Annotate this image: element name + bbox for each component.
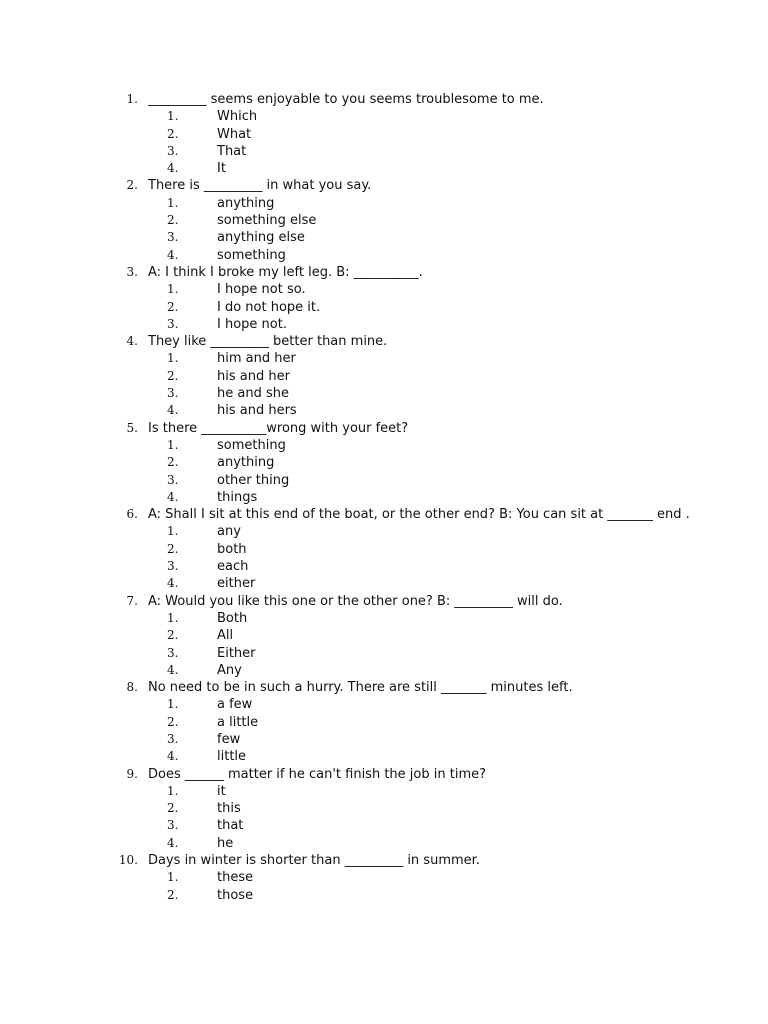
option-text: I hope not.: [217, 316, 287, 332]
question-text: Is there __________wrong with your feet?: [148, 420, 409, 436]
option-text: things: [217, 489, 258, 505]
option-number: 2.: [167, 213, 179, 228]
option-text: something else: [217, 213, 317, 229]
option-text: Both: [217, 610, 248, 626]
option-number: 2.: [167, 887, 179, 902]
question-list: [0, 91, 768, 904]
option-number: 1.: [167, 697, 179, 712]
question-text: They like _________ better than mine.: [148, 334, 388, 350]
option-number: 1.: [167, 783, 179, 798]
option-number: 3.: [167, 230, 179, 245]
option-item: [0, 126, 768, 143]
question-row: [0, 593, 768, 610]
question-row: [0, 177, 768, 194]
option-number: 1.: [167, 109, 179, 124]
option-text: either: [217, 576, 256, 592]
option-number: 1.: [167, 610, 179, 625]
option-item: [0, 229, 768, 246]
option-text: these: [217, 870, 254, 886]
question-row: [0, 766, 768, 783]
option-item: [0, 887, 768, 904]
option-item: [0, 817, 768, 834]
option-item: [0, 645, 768, 662]
option-number: 1.: [167, 524, 179, 539]
option-item: [0, 489, 768, 506]
option-text: he and she: [217, 386, 289, 402]
option-item: [0, 143, 768, 160]
option-text: a little: [217, 714, 259, 730]
question-number: 3.: [126, 264, 138, 279]
option-text: little: [217, 749, 247, 765]
question-item: [0, 264, 768, 333]
option-number: 3.: [167, 559, 179, 574]
option-number: 1.: [167, 351, 179, 366]
option-text: a few: [217, 697, 253, 713]
question-number: 6.: [126, 507, 138, 522]
question-number: 9.: [126, 766, 138, 781]
option-item: [0, 454, 768, 471]
option-item: [0, 696, 768, 713]
option-number: 3.: [167, 143, 179, 158]
option-number: 2.: [167, 368, 179, 383]
question-number: 8.: [126, 680, 138, 695]
question-row: [0, 679, 768, 696]
option-number: 3.: [167, 731, 179, 746]
option-number: 3.: [167, 316, 179, 331]
option-text: something: [217, 437, 286, 453]
option-number: 4.: [167, 662, 179, 677]
option-item: [0, 523, 768, 540]
option-item: [0, 212, 768, 229]
option-item: [0, 662, 768, 679]
option-item: [0, 299, 768, 316]
question-item: [0, 177, 768, 263]
option-text: this: [217, 801, 241, 817]
option-item: [0, 368, 768, 385]
option-text: That: [217, 143, 247, 159]
option-item: [0, 281, 768, 298]
option-text: It: [217, 161, 226, 177]
option-text: anything else: [217, 230, 305, 246]
question-item: [0, 593, 768, 679]
option-item: [0, 108, 768, 125]
question-number: 10.: [118, 853, 138, 868]
option-text: other thing: [217, 472, 290, 488]
option-item: [0, 402, 768, 419]
question-text: Days in winter is shorter than _________ in summer.: [148, 853, 480, 869]
option-item: [0, 350, 768, 367]
option-text: each: [217, 559, 249, 575]
option-text: I hope not so.: [217, 282, 306, 298]
option-item: [0, 627, 768, 644]
option-text: he: [217, 835, 234, 851]
option-item: [0, 575, 768, 592]
question-number: 7.: [126, 593, 138, 608]
option-number: 4.: [167, 489, 179, 504]
option-text: those: [217, 887, 254, 903]
question-item: [0, 852, 768, 904]
option-number: 2.: [167, 541, 179, 556]
question-text: _________ seems enjoyable to you seems troublesome to me.: [148, 92, 544, 107]
option-item: [0, 610, 768, 627]
option-number: 4.: [167, 247, 179, 262]
question-text: Does ______ matter if he can't finish the job in time?: [148, 766, 486, 782]
option-item: [0, 437, 768, 454]
question-number: 1.: [126, 92, 138, 106]
option-text: something: [217, 247, 286, 263]
option-number: 4.: [167, 749, 179, 764]
question-row: [0, 264, 768, 281]
option-item: [0, 783, 768, 800]
option-number: 3.: [167, 645, 179, 660]
question-row: [0, 852, 768, 869]
option-item: [0, 247, 768, 264]
option-number: 2.: [167, 126, 179, 141]
question-row: [0, 91, 768, 108]
option-text: All: [217, 628, 234, 644]
option-text: any: [217, 524, 241, 540]
question-number: 2.: [126, 178, 138, 193]
question-item: [0, 333, 768, 419]
question-row: [0, 506, 768, 523]
option-item: [0, 835, 768, 852]
question-row: [0, 420, 768, 437]
option-text: his and her: [217, 368, 290, 384]
option-item: [0, 316, 768, 333]
option-text: anything: [217, 455, 275, 471]
option-number: 4.: [167, 403, 179, 418]
option-item: [0, 558, 768, 575]
option-number: 3.: [167, 386, 179, 401]
option-text: What: [217, 126, 252, 142]
option-number: 2.: [167, 628, 179, 643]
option-number: 4.: [167, 835, 179, 850]
option-text: that: [217, 818, 244, 834]
question-number: 5.: [126, 420, 138, 435]
option-item: [0, 869, 768, 886]
option-number: 2.: [167, 299, 179, 314]
question-item: [0, 506, 768, 592]
option-text: his and hers: [217, 403, 297, 419]
option-text: I do not hope it.: [217, 299, 321, 315]
question-text: A: I think I broke my left leg. B: __________.: [148, 264, 423, 280]
option-item: [0, 714, 768, 731]
option-number: 4.: [167, 161, 179, 176]
option-number: 2.: [167, 801, 179, 816]
option-item: [0, 541, 768, 558]
option-text: it: [217, 783, 226, 799]
option-number: 1.: [167, 195, 179, 210]
option-number: 3.: [167, 472, 179, 487]
question-text: A: Would you like this one or the other one? B: _________ will do.: [148, 593, 563, 609]
question-item: [0, 420, 768, 506]
option-text: Any: [217, 662, 242, 678]
option-text: him and her: [217, 351, 296, 367]
option-item: [0, 160, 768, 177]
option-item: [0, 195, 768, 212]
question-item: [0, 91, 768, 177]
option-number: 1.: [167, 282, 179, 297]
option-number: 4.: [167, 576, 179, 591]
option-item: [0, 385, 768, 402]
option-text: both: [217, 541, 247, 557]
option-item: [0, 748, 768, 765]
question-text: No need to be in such a hurry. There are still _______ minutes left.: [148, 680, 573, 696]
question-row: [0, 333, 768, 350]
option-number: 2.: [167, 714, 179, 729]
option-item: [0, 800, 768, 817]
option-number: 1.: [167, 437, 179, 452]
option-text: Which: [217, 109, 258, 125]
option-item: [0, 731, 768, 748]
option-text: anything: [217, 195, 275, 211]
question-item: [0, 766, 768, 852]
option-number: 2.: [167, 455, 179, 470]
question-text: There is _________ in what you say.: [148, 178, 372, 194]
question-number: 4.: [126, 334, 138, 349]
question-item: [0, 679, 768, 765]
option-number: 3.: [167, 818, 179, 833]
option-text: few: [217, 731, 241, 747]
option-number: 1.: [167, 870, 179, 885]
option-item: [0, 472, 768, 489]
option-text: Either: [217, 645, 256, 661]
question-text: A: Shall I sit at this end of the boat, or the other end? B: You can sit at _______ end .: [148, 507, 690, 523]
